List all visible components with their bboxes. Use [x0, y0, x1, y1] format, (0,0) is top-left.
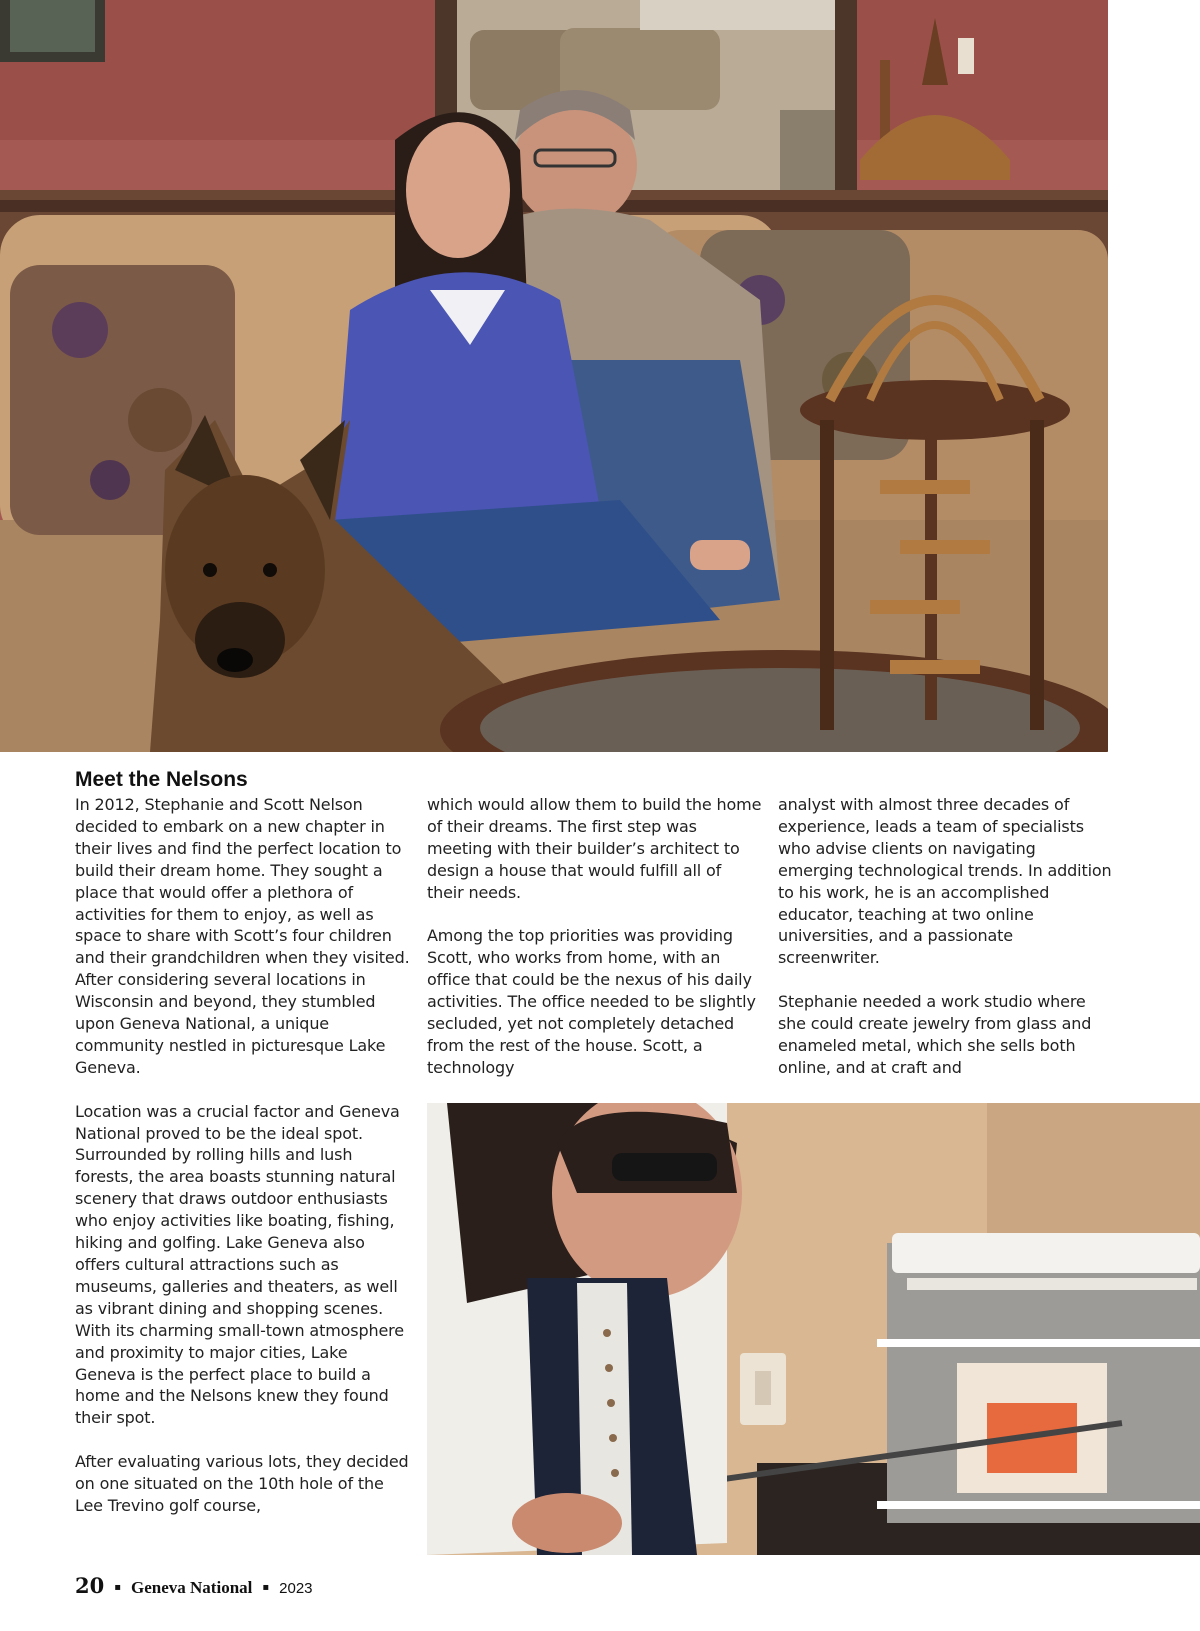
photo-stephanie-kiln	[427, 1103, 1200, 1555]
paragraph: Location was a crucial factor and Geneva National proved to be the ideal spot. Surrounded by rolling hills and lush forests, the area boasts stunning natural scenery that draws outdoor enthusiasts who enjoy activities like boating, fishing, hiking and golfing. Lake Geneva also offers cultural attractions such as museums, galleries and theaters, as well as vibrant dining and shopping scenes. With its charming small-town atmosphere and proximity to major cities, Lake Geneva is the perfect place to build a home and the Nelsons knew they found their spot.	[75, 1101, 404, 1428]
paragraph: which would allow them to build the home of their dreams. The first step was meeting with their builder’s architect to design a house that would fulfill all of their needs.	[427, 795, 762, 902]
footer-separator: ▪	[262, 1582, 270, 1593]
photo-stephanie-kiln-illustration	[427, 1103, 1200, 1555]
paragraph: After evaluating various lots, they decided on one situated on the 10th hole of the Lee Trevino golf course,	[75, 1452, 409, 1515]
publication-name: Geneva National	[131, 1578, 253, 1597]
article-column-1	[75, 794, 410, 1517]
article-headline: Meet the Nelsons	[75, 768, 248, 791]
paragraph: Stephanie needed a work studio where she could create jewelry from glass and enameled metal, which she sells both online, and at craft and	[778, 992, 1092, 1077]
page-footer	[75, 1573, 313, 1598]
page-number: 20	[75, 1573, 105, 1598]
paragraph: In 2012, Stephanie and Scott Nelson decided to embark on a new chapter in their lives and find the perfect location to build their dream home. They sought a place that would offer a plethora of activities for them to enjoy, as well as space to share with Scott’s four children and their grandchildren when they visited. After considering several locations in Wisconsin and beyond, they stumbled upon Geneva National, a unique community nestled in picturesque Lake Geneva.	[75, 795, 410, 1077]
footer-separator: ▪	[114, 1582, 122, 1593]
issue-year: 2023	[279, 1580, 313, 1597]
photo-nelsons-living-room	[0, 0, 1108, 752]
article-column-2	[427, 794, 762, 1079]
paragraph: Among the top priorities was providing Scott, who works from home, with an office that could be the nexus of his daily activities. The office needed to be slightly secluded, yet not completely detached from the rest of the house. Scott, a technology	[427, 926, 756, 1077]
photo-nelsons-living-room-illustration	[0, 0, 1108, 752]
article-column-3	[778, 794, 1113, 1079]
paragraph: analyst with almost three decades of experience, leads a team of specialists who advise clients on navigating emerging technological trends. In addition to his work, he is an accomplished educator, teaching at two online universities, and a passionate screenwriter.	[778, 795, 1112, 968]
